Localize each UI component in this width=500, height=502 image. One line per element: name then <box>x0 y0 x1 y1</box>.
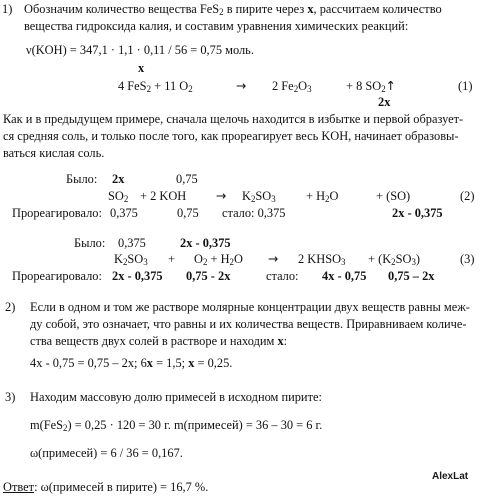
section-2-equation: 4x - 0,75 = 0,75 – 2x; 6x = 1,5; x = 0,25. <box>30 356 233 370</box>
eq3-reacted-label: Прореагировало: <box>12 269 102 283</box>
section-2-line-3: ства веществ двух солей в растворе и находим x: <box>30 334 288 348</box>
eq3-remaining-label: стало: <box>266 269 299 283</box>
eq2-arrow: → <box>216 188 227 203</box>
answer-label: Ответ <box>3 480 35 494</box>
eq2-number: (2) <box>460 189 475 203</box>
eq2-product-k2so3: $K_2SO_3$ <box>242 189 276 205</box>
eq2-reacted-value-2: 0,75 <box>177 206 199 220</box>
eq3-reactant-k2so3: $K_2SO_3$ <box>114 252 148 268</box>
eq3-reactants-o2-h2o: $O_2 + H_2O$ <box>194 252 243 268</box>
watermark: AlexLat <box>432 471 469 482</box>
eq3-product-khso3: 2 $KHSO_3$ <box>298 252 346 268</box>
section-3-line-1: Находим массовую долю примесей в исходном пирите: <box>30 390 322 404</box>
eq2-remaining-so: 2x - 0,375 <box>392 206 443 220</box>
eq3-product-k2so3: + $(K_2SO_3)$ <box>368 252 421 268</box>
eq1-number: (1) <box>458 79 473 93</box>
eq2-product-so: + (SO) <box>376 189 411 203</box>
answer-line: Ответ: ω(примесей в пирите) = 16,7 %. <box>3 480 209 494</box>
eq3-plus: + <box>168 252 175 266</box>
eq2-reactant-koh: + 2 KOH <box>140 189 187 203</box>
eq2-was-label: Было: <box>66 172 98 186</box>
section-1-line-1: Обозначим количество вещества FeS$_2$ в пирите через x, рассчитаем количество <box>24 2 442 18</box>
eq3-remaining-k2so3: 0,75 – 2x <box>388 269 435 283</box>
eq2-reactant-so2: $SO_2$ <box>108 189 129 205</box>
eq1-product-fe2o3: 2 $Fe_2O_3$ <box>272 79 312 95</box>
eq3-was-label: Было: <box>74 236 106 250</box>
eq2-reacted-label: Прореагировало: <box>12 206 102 220</box>
eq2-was-value-2: 0,75 <box>176 172 198 186</box>
mass-calculation-line: m(FeS$_2$) = 0,25 · 120 = 30 г. m(примесей) = 36 – 30 = 6 г. <box>30 418 323 434</box>
section-2-line-1: Если в одном и том же растворе молярные концентрации двух веществ равны меж- <box>30 300 470 314</box>
eq2-product-h2o: + $H_2O$ <box>306 189 339 205</box>
section-2-number: 2) <box>5 300 16 314</box>
paragraph-line-2: ся средняя соль, и только после того, как прореагирует весь KOH, начинает образовы- <box>3 129 459 143</box>
eq3-was-value-1: 0,375 <box>118 236 146 250</box>
section-3-number: 3) <box>5 390 16 404</box>
koh-amount-line: ν(KOH) = 347,1 · 1,1 · 0,11 / 56 = 0,75 моль. <box>26 43 254 57</box>
eq1-reactant-fes2: 4 FeS$_2$ + 11 $O_2$ <box>118 79 193 95</box>
eq1-arrow: → <box>236 78 247 93</box>
eq1-x-mark: x <box>138 61 145 75</box>
eq3-reacted-value-2: 0,75 - 2x <box>186 269 231 283</box>
mass-fraction-line: ω(примесей) = 6 / 36 = 0,167. <box>30 446 183 460</box>
eq2-reacted-value-1: 0,375 <box>110 206 138 220</box>
eq3-was-value-2: 2x - 0,375 <box>180 236 231 250</box>
section-1-number: 1) <box>2 2 13 16</box>
section-1-line-2: вещества гидроксида калия, и составим уравнения химических реакций: <box>24 19 409 33</box>
eq1-under-mark: 2x <box>378 95 391 109</box>
eq2-was-value-1: 2x <box>112 172 125 186</box>
eq3-reacted-value-1: 2x - 0,375 <box>112 269 163 283</box>
eq3-remaining-khso3: 4x - 0,75 <box>322 269 367 283</box>
eq3-arrow: → <box>268 251 279 266</box>
paragraph-line-1: Как и в предыдущем примере, сначала щелочь находится в избытке и первой образует- <box>3 112 464 126</box>
eq1-product-so2: + 8 $SO_2↑$ <box>346 78 397 95</box>
eq3-number: (3) <box>460 252 475 266</box>
paragraph-line-3: ваться кислая соль. <box>3 146 105 160</box>
eq2-remaining-value: стало: 0,375 <box>222 206 286 220</box>
section-2-line-2: ду собой, это означает, что равны и их количества веществ. Приравниваем количе- <box>30 317 467 331</box>
